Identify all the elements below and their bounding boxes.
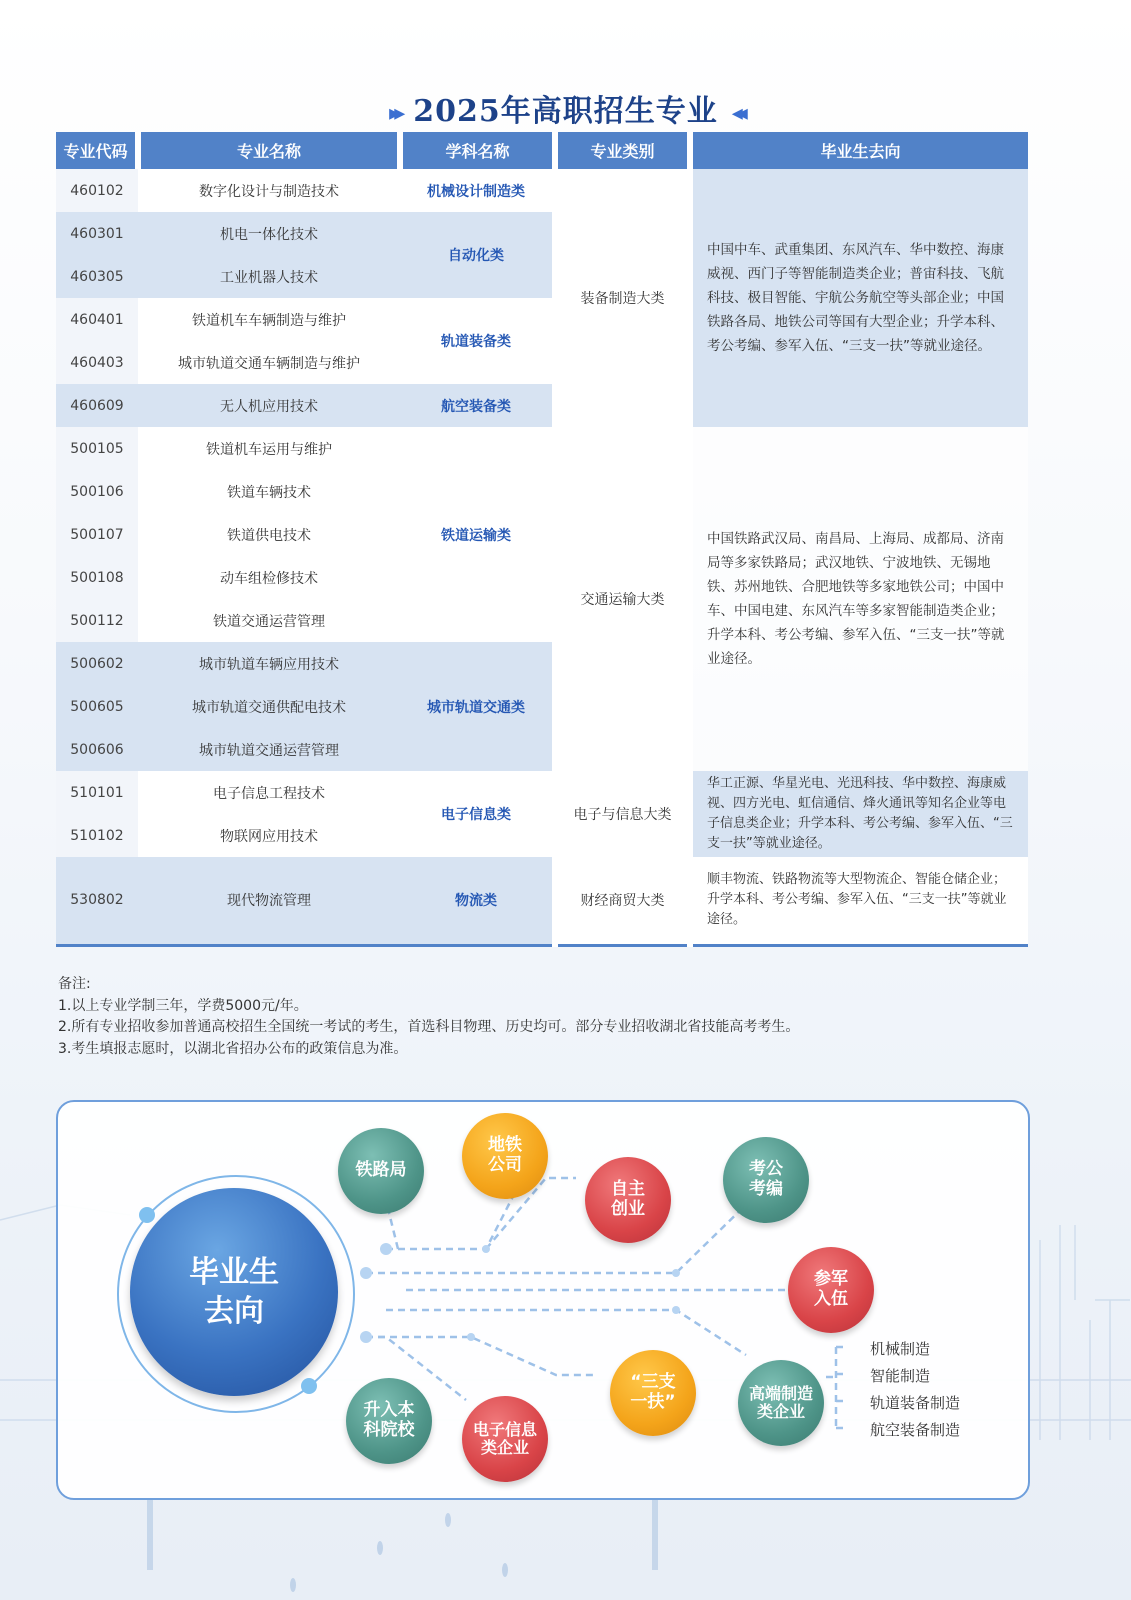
subject-name: 铁道运输类 (400, 427, 555, 642)
major-code: 500105 (56, 427, 138, 470)
major-code: 510102 (56, 814, 138, 857)
subject-name: 城市轨道交通类 (400, 642, 555, 771)
destination-text: 顺丰物流、铁路物流等大型物流企、智能仓储企业；升学本科、考公考编、参军入伍、“三支一扶”等就业途径。 (690, 857, 1028, 945)
major-code: 500112 (56, 599, 138, 642)
sub-item-rail-equipment: 轨道装备制造 (870, 1394, 961, 1412)
majors-table (56, 132, 1028, 947)
major-code: 500108 (56, 556, 138, 599)
bubble-label: “三支一扶” (630, 1372, 676, 1412)
major-code: 500606 (56, 728, 138, 771)
major-code: 460403 (56, 341, 138, 384)
subject-name: 电子信息类 (400, 771, 555, 857)
subject-name: 物流类 (400, 857, 555, 945)
category-name: 电子与信息大类 (555, 771, 690, 857)
major-code: 500605 (56, 685, 138, 728)
double-chevron-right-icon: ▸▸ (389, 100, 400, 126)
bubble-label: 电子信息类企业 (472, 1419, 537, 1457)
table-row (56, 169, 1028, 212)
subject-name: 航空装备类 (400, 384, 555, 427)
header-category: 专业类别 (555, 132, 690, 169)
bubble-three-supports (610, 1350, 696, 1436)
destination-text: 中国中车、武重集团、东风汽车、华中数控、海康威视、西门子等智能制造类企业；普宙科技、飞航科技、极目智能、宇航公务航空等头部企业；中国铁路各局、地铁公司等国有大型企业；升学本科、考公考编、参军入伍、“三支一扶”等就业途径。 (690, 169, 1028, 427)
major-name: 铁道车辆技术 (138, 470, 400, 513)
major-code: 460301 (56, 212, 138, 255)
major-name: 城市轨道交通供配电技术 (138, 685, 400, 728)
bubble-label: 铁路局 (355, 1160, 407, 1181)
bubble-label: 考公考编 (749, 1159, 783, 1199)
page-title-text: 2025年高职招生专业 (413, 94, 718, 129)
major-name: 工业机器人技术 (138, 255, 400, 298)
ring-dot (301, 1378, 317, 1394)
bubble-undergraduate-admission (346, 1378, 432, 1464)
note-item: 2.所有专业招收参加普通高校招生全国统一考试的考生，首选科目物理、历史均可。部分专业招收湖北省技能高考考生。 (58, 1019, 800, 1035)
bubble-metro-company (462, 1113, 548, 1199)
bubble-civil-service (723, 1137, 809, 1223)
destination-text: 华工正源、华星光电、光迅科技、华中数控、海康威视、四方光电、虹信通信、烽火通讯等知名企业等电子信息类企业；升学本科、考公考编、参军入伍、“三支一扶”等就业途径。 (690, 771, 1028, 857)
major-code: 460609 (56, 384, 138, 427)
major-name: 铁道机车车辆制造与维护 (138, 298, 400, 341)
major-name: 城市轨道交通车辆制造与维护 (138, 341, 400, 384)
page-title (0, 86, 1131, 130)
major-code: 530802 (56, 857, 138, 945)
table-header-row (56, 132, 1028, 169)
major-code: 460401 (56, 298, 138, 341)
major-name: 无人机应用技术 (138, 384, 400, 427)
major-name: 数字化设计与制造技术 (138, 169, 400, 212)
major-name: 铁道供电技术 (138, 513, 400, 556)
category-name: 财经商贸大类 (555, 857, 690, 945)
header-subject: 学科名称 (400, 132, 555, 169)
ring-dot (139, 1207, 155, 1223)
bubble-label: 自主创业 (611, 1179, 645, 1219)
center-label: 毕业生去向 (189, 1255, 279, 1329)
sub-item-aerospace: 航空装备制造 (870, 1421, 961, 1439)
sub-item-intelligent: 智能制造 (870, 1367, 931, 1385)
subject-name: 自动化类 (400, 212, 555, 298)
header-destination: 毕业生去向 (690, 132, 1028, 169)
major-name: 电子信息工程技术 (138, 771, 400, 814)
header-name: 专业名称 (138, 132, 400, 169)
bubble-railway-bureau (338, 1128, 424, 1214)
category-name: 交通运输大类 (555, 427, 690, 771)
major-code: 500106 (56, 470, 138, 513)
bubble-self-employment (585, 1157, 671, 1243)
bubble-label: 参军入伍 (814, 1269, 848, 1309)
sub-item-mechanical: 机械制造 (870, 1340, 931, 1358)
major-name: 物联网应用技术 (138, 814, 400, 857)
header-code: 专业代码 (56, 132, 138, 169)
major-name: 城市轨道车辆应用技术 (138, 642, 400, 685)
bubble-high-end-manufacturing (738, 1360, 824, 1446)
table-row (56, 857, 1028, 945)
bubble-military-service (788, 1247, 874, 1333)
major-name: 机电一体化技术 (138, 212, 400, 255)
major-name: 城市轨道交通运营管理 (138, 728, 400, 771)
major-code: 500107 (56, 513, 138, 556)
destination-text: 中国铁路武汉局、南昌局、上海局、成都局、济南局等多家铁路局；武汉地铁、宁波地铁、无锡地铁、苏州地铁、合肥地铁等多家地铁公司；中国中车、中国电建、东风汽车等多家智能制造类企业；升学本科、考公考编、参军入伍、“三支一扶”等就业途径。 (690, 427, 1028, 771)
category-name: 装备制造大类 (555, 169, 690, 427)
center-bubble (130, 1188, 338, 1396)
bubble-label: 地铁公司 (488, 1135, 522, 1175)
major-code: 460102 (56, 169, 138, 212)
major-name: 现代物流管理 (138, 857, 400, 945)
bubble-label: 升入本科院校 (363, 1400, 415, 1440)
subject-name: 轨道装备类 (400, 298, 555, 384)
major-code: 500602 (56, 642, 138, 685)
major-name: 动车组检修技术 (138, 556, 400, 599)
major-code: 510101 (56, 771, 138, 814)
notes-heading: 备注: (58, 976, 91, 992)
table-row (56, 427, 1028, 470)
double-chevron-left-icon: ◂◂ (731, 100, 742, 126)
note-item: 3.考生填报志愿时，以湖北省招办公布的政策信息为准。 (58, 1040, 408, 1057)
bubble-electronics-enterprise (462, 1396, 548, 1482)
major-code: 460305 (56, 255, 138, 298)
table-row (56, 771, 1028, 814)
major-name: 铁道机车运用与维护 (138, 427, 400, 470)
major-name: 铁道交通运营管理 (138, 599, 400, 642)
note-item: 1.以上专业学制三年，学费5000元/年。 (58, 997, 308, 1014)
notes-block (58, 974, 799, 1060)
subject-name: 机械设计制造类 (400, 169, 555, 212)
bubble-label: 高端制造类企业 (748, 1383, 813, 1421)
